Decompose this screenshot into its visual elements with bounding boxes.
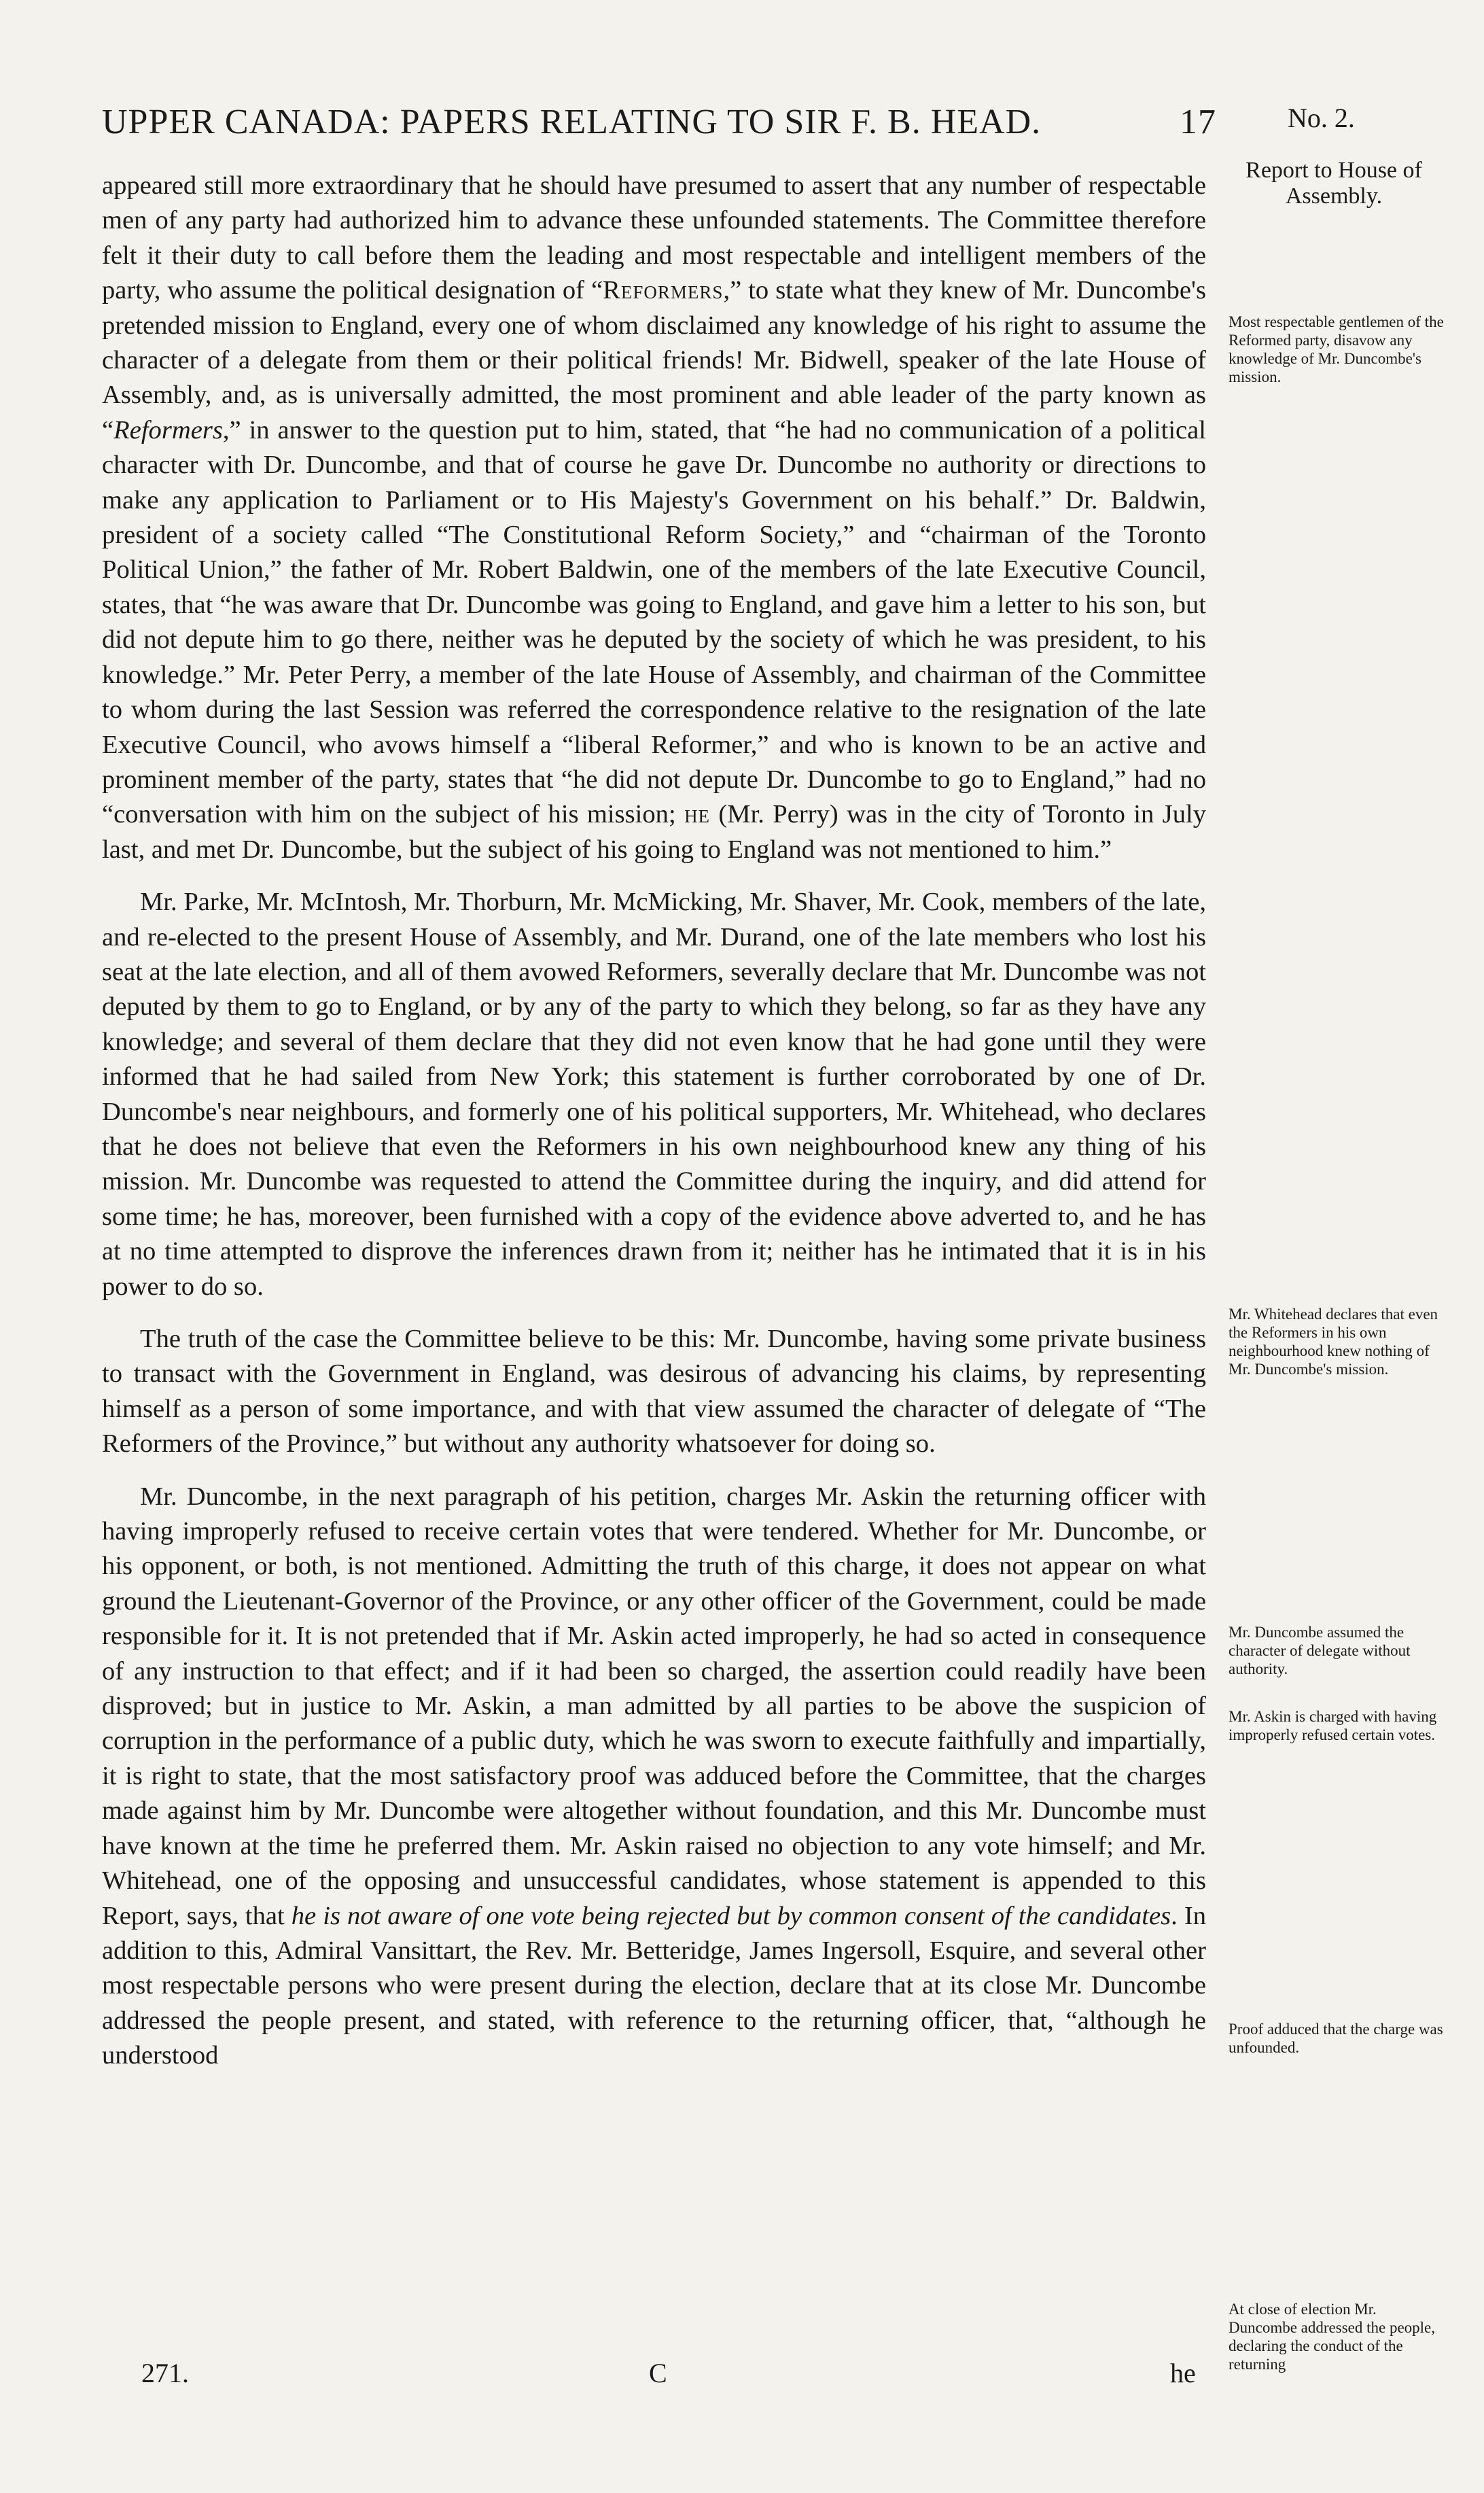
reformers-italic: Reformers xyxy=(113,415,223,444)
paragraph-3: The truth of the case the Committee believe to be this: Mr. Duncombe, having some private business to transact with the Government in England, was desirous of advancing his claims, by representing himself as a person of some importance, and with that view assumed the character of delegate of “The Reformers of the Province,” but without any authority whatsoever for doing so. xyxy=(102,1325,1206,1459)
margin-note-askin-charged: Mr. Askin is charged with having improperly refused certain votes. xyxy=(1229,1708,1437,1743)
document-number: No. 2. xyxy=(1288,103,1355,133)
paragraph-4: Mr. Duncombe, in the next paragraph of his petition, charges Mr. Askin the returning officer with having improperly refused to receive certain votes that were tendered. Whether for Mr. Duncombe, or his opponent, or both, is not mentioned. Admitting the truth of this charge, it does not appear on what ground the Lieutenant-Governor of the Province, or any other officer of the Government, could be made responsible for it. It is not pretended that if Mr. Askin acted improperly, he had so acted in consequence of any instruction to that effect; and if it had been so charged, the assertion could readily have been disproved; but in justice to Mr. Askin, a man admitted by all parties to be above the suspicion of corruption in the performance of a public duty, which he was sworn to execute faithfully and impartially, it is right to state, that the most satisfactory proof was adduced before the Committee, that the charges made against him by Mr. Duncombe were altogether without foundation, and this Mr. Duncombe must have known at the time he preferred them. Mr. Askin raised no objection to any vote himself; and Mr. Whitehead, one of the opposing and unsuccessful candidates, whose statement is appended to this Report, says, that he is not aware of one vote being rejected but by common consent of the candidates. In addition to this, Admiral Vansittart, the Rev. Mr. Betteridge, James Ingersoll, Esquire, and several other most respectable persons who were present during the election, declare that at its close Mr. Duncombe addressed the people present, and stated, with reference to the returning officer, that, “although he understood xyxy=(102,1482,1206,2070)
main-text xyxy=(102,169,1206,2074)
he-small-caps: he xyxy=(684,800,711,829)
whitehead-quote-italic: he is not aware of one vote being rejected but by common consent of the candidates xyxy=(291,1901,1171,1930)
margin-note-whitehead: Mr. Whitehead declares that even the Reformers in his own neighbourhood knew nothing of Mr. Duncombe's mission. xyxy=(1229,1306,1438,1378)
paragraph-1: appeared still more extraordinary that he should have presumed to assert that any number of respectable men of any party had authorized him to advance these unfounded statements. The Committee therefore felt it their duty to call before them the leading and most respectable and intelligent members of the party, who assume the political designation of “Reformers,” to state what they knew of Mr. Duncombe's pretended mission to England, every one of whom disclaimed any knowledge of his right to assume the character of a delegate from them or their political friends! Mr. Bidwell, speaker of the late House of Assembly, and, as is universally admitted, the most prominent and able leader of the party known as “Reformers,” in answer to the question put to him, stated, that “he had no communication of a political character with Dr. Duncombe, and that of course he gave Dr. Duncombe no authority or directions to make any application to Parliament or to His Majesty's Government on his behalf.” Dr. Baldwin, president of a society called “The Constitutional Reform Society,” and “chairman of the Toronto Political Union,” the father of Mr. Robert Baldwin, one of the members of the late Executive Council, states, that “he was aware that Dr. Duncombe was going to England, and gave him a letter to his son, but did not depute him to go there, neither was he deputed by the society of which he was president, to his knowledge.” Mr. Peter Perry, a member of the late House of Assembly, and chairman of the Committee to whom during the last Session was referred the correspondence relative to the resignation of the late Executive Council, who avows himself a “liberal Reformer,” and who is known to be an active and prominent member of the party, states that “he did not depute Dr. Duncombe to go to England,” had no “conversation with him on the subject of his mission; he (Mr. Perry) was in the city of Toronto in July last, and met Dr. Duncombe, but the subject of his going to England was not mentioned to him.” xyxy=(102,171,1206,864)
margin-note-proof-adduced: Proof adduced that the charge was unfounded. xyxy=(1229,2021,1443,2056)
margin-note-close-of-election: At close of election Mr. Duncombe addressed the people, declaring the conduct of the returning xyxy=(1229,2301,1436,2373)
paragraph-2: Mr. Parke, Mr. McIntosh, Mr. Thorburn, Mr. McMicking, Mr. Shaver, Mr. Cook, members of the late, and re-elected to the present House of Assembly, and Mr. Durand, one of the late members who lost his seat at the late election, and all of them avowed Reformers, severally declare that Mr. Duncombe was not deputed by them to go to England, or by any of the party to which they belong, so far as they have any knowledge; and several of them declare that they did not even know that he had gone until they were informed that he had sailed from New York; this statement is further corroborated by one of Dr. Duncombe's near neighbours, and formerly one of his political supporters, Mr. Whitehead, who declares that he does not believe that even the Reformers in his own neighbourhood knew any thing of his mission. Mr. Duncombe was requested to attend the Committee during the inquiry, and did attend for some time; he has, moreover, been furnished with a copy of the evidence above adverted to, and he has at no time attempted to disprove the inferences drawn from it; neither has he intimated that it is in his power to do so. xyxy=(102,888,1206,1301)
page-number: 17 xyxy=(1180,103,1216,141)
margin-note-reformers-disavow: Most respectable gentlemen of the Reformed party, disavow any knowledge of Mr. Duncombe's mission. xyxy=(1229,313,1444,385)
sheet-number: 271. xyxy=(141,2358,189,2388)
running-head xyxy=(102,102,1216,142)
margin-note-assumed-character: Mr. Duncombe assumed the character of delegate without authority. xyxy=(1229,1624,1411,1677)
signature-mark: C xyxy=(649,2358,667,2388)
margin-note-report-heading: Report to House of Assembly. xyxy=(1246,158,1422,209)
reformers-small-caps: Reformers xyxy=(603,276,724,305)
catchword: he xyxy=(1170,2358,1196,2388)
running-title: UPPER CANADA: PAPERS RELATING TO SIR F. B. HEAD. xyxy=(102,103,1042,141)
